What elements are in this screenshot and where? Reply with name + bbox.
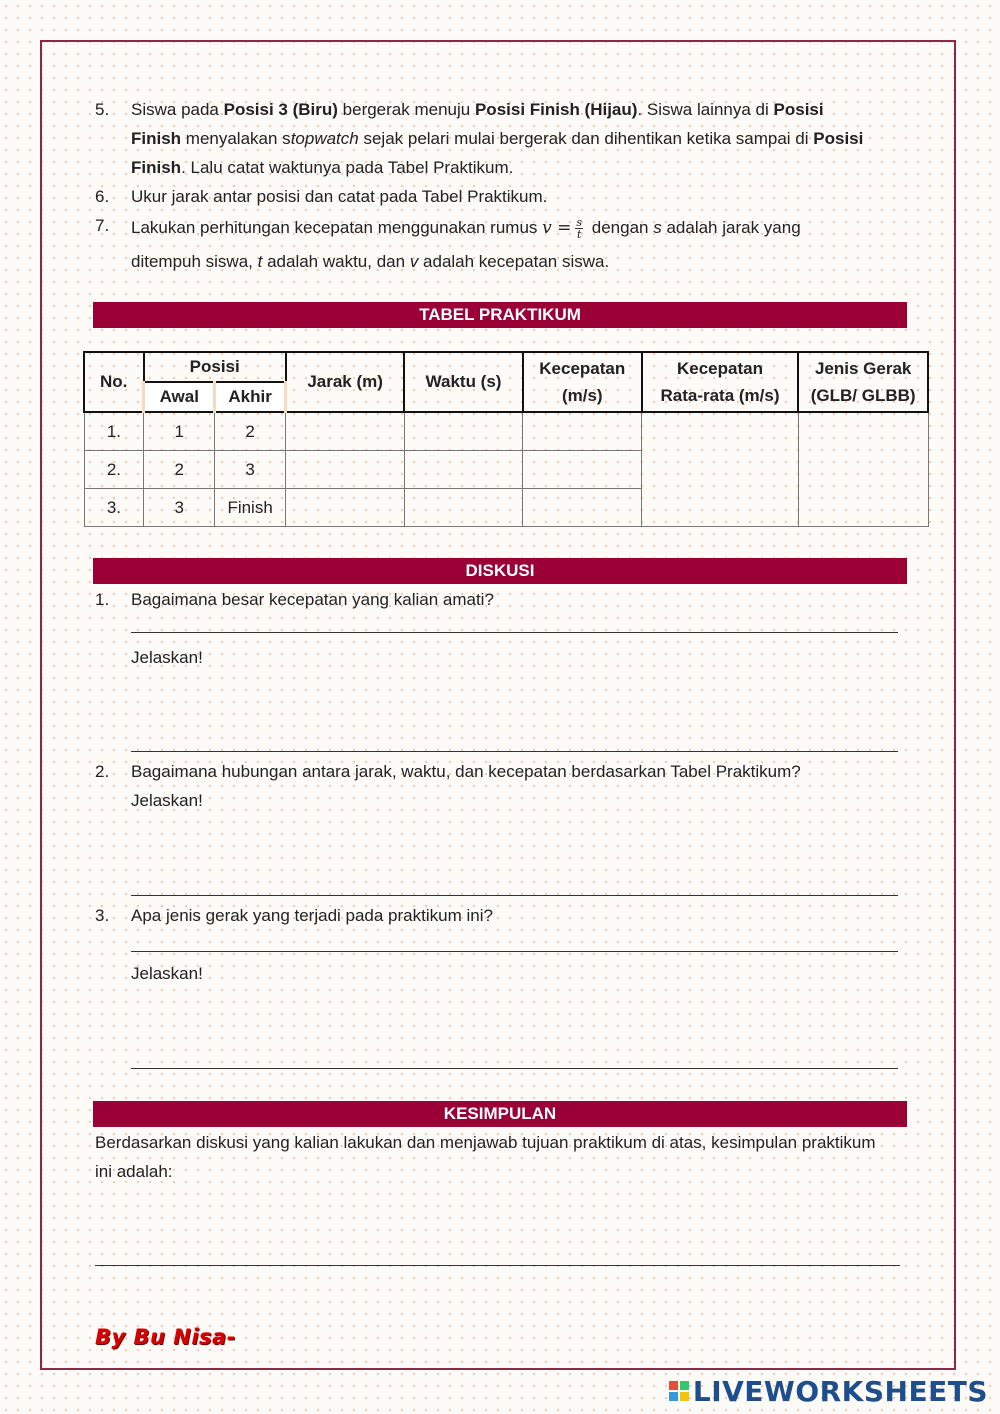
section-title-tabel: TABEL PRAKTIKUM [93, 302, 907, 328]
cell-kecepatan-rata-input[interactable] [642, 412, 799, 527]
jelaskan-label: Jelaskan! [131, 964, 203, 983]
logo-icon [669, 1381, 689, 1401]
cell-waktu-input[interactable] [404, 489, 523, 527]
cell-jenis-gerak-input[interactable] [798, 412, 928, 527]
question-1-text: Bagaimana besar kecepatan yang kalian amati? [131, 590, 494, 609]
answer-line[interactable] [131, 751, 898, 752]
step-number: 7. [95, 216, 110, 235]
table-row [84, 412, 928, 451]
author-signature: By Bu Nisa- [95, 1325, 236, 1349]
question-number: 2. [95, 762, 110, 781]
header-kecepatan: Kecepatan (m/s) [523, 352, 642, 412]
header-no: No. [84, 352, 144, 412]
question-number: 1. [95, 590, 110, 609]
step-number: 5. [95, 100, 110, 119]
cell-no: 2. [84, 451, 144, 489]
cell-akhir: Finish [215, 489, 286, 527]
jelaskan-label: Jelaskan! [131, 648, 203, 667]
cell-awal: 1 [144, 412, 215, 451]
step-5-text: Siswa pada Posisi 3 (Biru) bergerak menuju Posisi Finish (Hijau). Siswa lainnya di Posisi Finish menyalakan stopwatch sejak pelari mulai bergerak dan dihentikan ketika sampai di Posisi Finish. Lalu catat waktunya pada Tabel Praktikum. [131, 100, 864, 177]
step-6-text: Ukur jarak antar posisi dan catat pada Tabel Praktikum. [131, 187, 548, 206]
header-waktu: Waktu (s) [404, 352, 523, 412]
step-7-text: Lakukan perhitungan kecepatan menggunakan rumus v = $\frac{s}{t}$ dengan s adalah jarak yang ditempuh siswa, t adalah waktu, dan v adalah kecepatan siswa. [131, 216, 801, 271]
jelaskan-label: Jelaskan! [131, 791, 203, 810]
header-awal: Awal [144, 382, 215, 412]
cell-waktu-input[interactable] [404, 412, 523, 451]
cell-awal: 2 [144, 451, 215, 489]
formula-fraction: $\frac{s}{t}$ [576, 216, 583, 242]
cell-awal: 3 [144, 489, 215, 527]
header-jarak: Jarak (m) [286, 352, 405, 412]
header-kecepatan-rata: Kecepatan Rata-rata (m/s) [642, 352, 799, 412]
cell-akhir: 2 [215, 412, 286, 451]
cell-kecepatan-input[interactable] [523, 489, 642, 527]
cell-jarak-input[interactable] [286, 451, 405, 489]
practicum-table [83, 351, 929, 527]
header-jenis-gerak: Jenis Gerak (GLB/ GLBB) [798, 352, 928, 412]
cell-no: 1. [84, 412, 144, 451]
kesimpulan-text: Berdasarkan diskusi yang kalian lakukan dan menjawab tujuan praktikum di atas, kesimpulan praktikum ini adalah: [95, 1133, 876, 1181]
question-3-text: Apa jenis gerak yang terjadi pada praktikum ini? [131, 906, 493, 925]
cell-jarak-input[interactable] [286, 412, 405, 451]
liveworksheets-logo [669, 1376, 988, 1406]
question-number: 3. [95, 906, 110, 925]
section-title-diskusi: DISKUSI [93, 558, 907, 584]
logo-text: LIVEWORKSHEETS [692, 1374, 988, 1408]
cell-jarak-input[interactable] [286, 489, 405, 527]
answer-line[interactable] [131, 951, 898, 952]
question-2-text: Bagaimana hubungan antara jarak, waktu, dan kecepatan berdasarkan Tabel Praktikum? [131, 762, 801, 781]
cell-kecepatan-input[interactable] [523, 451, 642, 489]
answer-line[interactable] [95, 1265, 900, 1266]
header-posisi: Posisi [144, 352, 286, 382]
section-title-kesimpulan: KESIMPULAN [93, 1101, 907, 1127]
answer-line[interactable] [131, 632, 898, 633]
cell-waktu-input[interactable] [404, 451, 523, 489]
step-number: 6. [95, 187, 110, 206]
answer-line[interactable] [131, 895, 898, 896]
cell-no: 3. [84, 489, 144, 527]
header-akhir: Akhir [215, 382, 286, 412]
answer-line[interactable] [131, 1068, 898, 1069]
cell-akhir: 3 [215, 451, 286, 489]
cell-kecepatan-input[interactable] [523, 412, 642, 451]
